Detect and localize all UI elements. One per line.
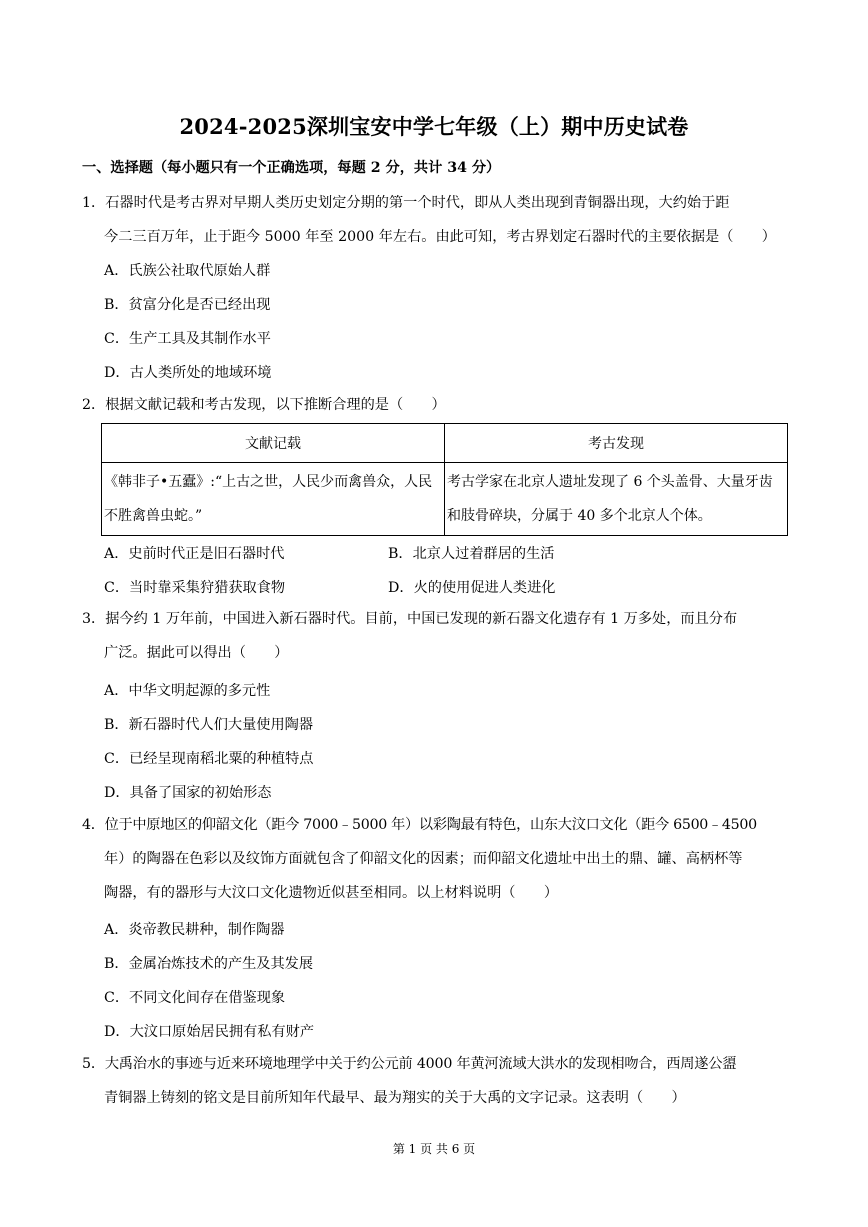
question-1 [82, 186, 788, 254]
question-2-option-d: D．火的使用促进人类进化 [388, 580, 556, 596]
table-header-documents: 文献记载 [102, 424, 445, 463]
question-4-option-d: D．大汶口原始居民拥有私有财产 [104, 1024, 315, 1040]
question-5-stem-line1: 5．大禹治水的事迹与近来环境地理学中关于约公元前 4000 年黄河流域大洪水的发现相吻合，西周遂公盨 [82, 1056, 737, 1072]
question-2 [82, 388, 788, 422]
question-1-option-d: D．古人类所处的地域环境 [104, 365, 272, 381]
question-3-option-d: D．具备了国家的初始形态 [104, 785, 272, 801]
question-4-option-c: C．不同文化间存在借鉴现象 [104, 990, 286, 1006]
question-1-option-c: C．生产工具及其制作水平 [104, 331, 271, 347]
question-2-option-c: C．当时靠采集狩猎获取食物 [104, 580, 286, 596]
question-4-stem-line2: 年）的陶器在色彩以及纹饰方面就包含了仰韶文化的因素；而仰韶文化遗址中出土的鼎、罐、高柄杯等 [104, 851, 743, 867]
question-2-stem: 2．根据文献记载和考古发现，以下推断合理的是（ ） [82, 397, 446, 413]
section-heading: 一、选择题（每小题只有一个正确选项，每题 2 分，共计 34 分） [82, 160, 501, 176]
question-3-option-a: A．中华文明起源的多元性 [104, 683, 271, 699]
question-4-stem-line1: 4．位于中原地区的仰韶文化（距今 7000﹣5000 年）以彩陶最有特色，山东大汶口文化（距今 6500﹣4500 [82, 817, 757, 833]
question-3-stem-line1: 3．据今约 1 万年前，中国进入新石器时代。目前，中国已发现的新石器文化遗存有 1 万多处，而且分布 [82, 611, 738, 627]
question-1-stem-line2: 今二三百万年，止于距今 5000 年至 2000 年左右。由此可知，考古界划定石器时代的主要依据是（ ） [104, 229, 776, 245]
question-2-option-b: B．北京人过着群居的生活 [388, 546, 555, 562]
question-2-option-a: A．史前时代正是旧石器时代 [104, 546, 285, 562]
question-3-option-b: B．新石器时代人们大量使用陶器 [104, 717, 314, 733]
table-header-archaeology: 考古发现 [445, 424, 788, 463]
question-4 [82, 808, 788, 910]
source-table [101, 423, 788, 536]
page-title: 2024-2025深圳宝安中学七年级（上）期中历史试卷 [179, 114, 689, 139]
table-cell-documents: 《韩非子•五蠹》:“上古之世，人民少而禽兽众，人民不胜禽兽虫蛇。” [102, 463, 445, 536]
question-5 [82, 1047, 788, 1115]
question-1-stem-line1: 1．石器时代是考古界对早期人类历史划定分期的第一个时代，即从人类出现到青铜器出现，大约始于距 [82, 195, 730, 211]
question-1-option-b: B．贫富分化是否已经出现 [104, 297, 271, 313]
question-3-option-c: C．已经呈现南稻北粟的种植特点 [104, 751, 314, 767]
question-4-stem-line3: 陶器，有的器形与大汶口文化遗物近似甚至相同。以上材料说明（ ） [104, 885, 559, 901]
question-3-stem-line2: 广泛。据此可以得出（ ） [104, 645, 289, 661]
question-1-option-a: A．氏族公社取代原始人群 [104, 263, 271, 279]
table-cell-archaeology: 考古学家在北京人遗址发现了 6 个头盖骨、大量牙齿和肢骨碎块，分属于 40 多个北京人个体。 [445, 463, 788, 536]
question-4-option-a: A．炎帝教民耕种，制作陶器 [104, 922, 285, 938]
question-3 [82, 602, 788, 670]
question-5-stem-line2: 青铜器上铸刻的铭文是目前所知年代最早、最为翔实的关于大禹的文字记录。这表明（ ） [104, 1090, 686, 1106]
question-4-option-b: B．金属冶炼技术的产生及其发展 [104, 956, 314, 972]
page-footer: 第 1 页 共 6 页 [392, 1142, 476, 1156]
